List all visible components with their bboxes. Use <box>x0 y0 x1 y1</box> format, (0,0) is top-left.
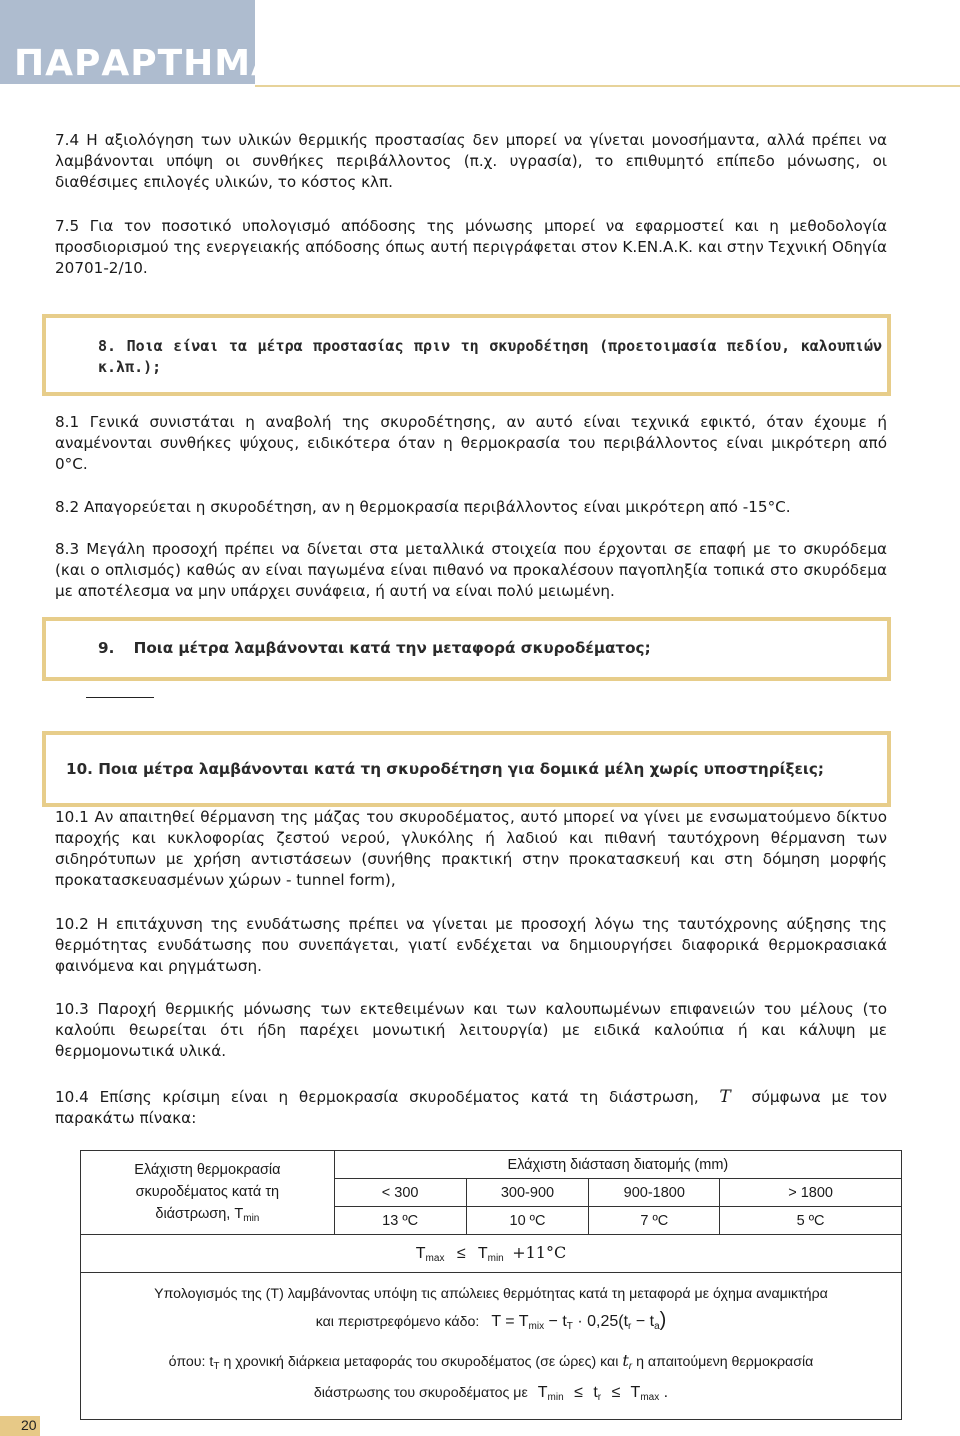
para-text: σύμφωνα με τον παρακάτω πίνακα: <box>55 1088 888 1127</box>
para-text: Γενικά συνιστάται η αναβολή της σκυροδέτησης, αν αυτό είναι τεχνικά εφικτό, όταν έχουμε ή αναμένονται συνθήκες ψύχους, ειδικότερα όταν η θερμοκρασία του περιβάλλοντος είναι μικρότερη από 0°C. <box>55 413 888 473</box>
question-number: 9. <box>98 639 115 657</box>
min-temperature-table <box>80 1150 902 1420</box>
para-number: 7.4 <box>55 131 80 149</box>
page-number: 20 <box>21 1417 37 1433</box>
paragraph-8-2 <box>55 497 887 518</box>
para-number: 8.1 <box>55 413 80 431</box>
short-divider <box>86 697 154 698</box>
column-header: 300-900 <box>466 1179 589 1207</box>
calc-line: Υπολογισμός της (Τ) λαμβάνοντας υπόψη τις απώλειες θερμότητας κατά τη μεταφορά με όχημα αναμικτήρα <box>154 1286 828 1302</box>
para-text: Για τον ποσοτικό υπολογισμό απόδοσης της μόνωσης μπορεί να εφαρμοστεί και η μεθοδολογία προσδιορισμού της ενεργειακής απόδοσης όπως αυτή περιγράφεται στον Κ.ΕΝ.Α.Κ. και στην Τεχνική Οδηγία 20701-2/10. <box>55 217 887 277</box>
where-line: όπου: $t_T$ η χρονική διάρκεια μεταφοράς του σκυροδέματος (σε ώρες) και $t_r$ η απαιτούμενη θερμοκρασία <box>168 1351 814 1372</box>
table-cell: 13 ºC <box>334 1207 466 1235</box>
question-number: 8. <box>98 337 117 355</box>
paragraph-10-1 <box>55 807 887 891</box>
question-9 <box>98 638 882 659</box>
para-number: 8.3 <box>55 540 80 558</box>
question-8 <box>98 336 882 378</box>
paragraph-8-1 <box>55 412 887 475</box>
paragraph-10-2 <box>55 914 887 977</box>
header-rule <box>255 85 960 87</box>
column-group-header: Ελάχιστη διάσταση διατομής (mm) <box>334 1151 901 1179</box>
variable-T: T <box>719 1087 731 1107</box>
paragraph-10-3 <box>55 999 887 1062</box>
row-label-line: σκυροδέματος κατά τη <box>135 1184 280 1200</box>
para-text: Επίσης κρίσιμη είναι η θερμοκρασία σκυροδέματος κατά τη διάστρωση, <box>99 1088 699 1106</box>
tmax-formula-row: $T_{max} \le T_{min} +11^\circ C$ <box>81 1235 902 1273</box>
where-line: διάστρωσης του σκυροδέματος με $T_{min} \le t_r \le T_{max}$ . <box>313 1384 669 1403</box>
paragraph-7-4 <box>55 130 887 193</box>
column-header: 900-1800 <box>589 1179 720 1207</box>
para-text: Μεγάλη προσοχή πρέπει να δίνεται στα μεταλλικά στοιχεία που έρχονται σε επαφή με το σκυρόδεμα (και ο οπλισμός) καθώς αν είναι παγωμένα είναι πιθανό να προκαλέσουν παγοπληξία τοπικά στο σκυρόδεμα με αποτέλεσμα να μην υπάρχει συνάφεια, ή αυτή να είναι πολύ μειωμένη. <box>55 540 887 600</box>
row-label-cell <box>81 1151 335 1235</box>
para-number: 10.2 <box>55 915 89 933</box>
para-number: 8.2 <box>55 498 80 516</box>
para-text: Η επιτάχυνση της ενυδάτωσης πρέπει να γίνεται με προσοχή λόγω της ταυτόχρονης αύξησης της θερμότητας ενυδάτωσης που συνεπάγεται, γιατί ενδέχεται να δημιουργήσει διαφορικά θερμοκρασιακά φαινόμενα και ρηγμάτωση. <box>55 915 888 975</box>
para-number: 7.5 <box>55 217 80 235</box>
para-text: Παροχή θερμικής μόνωσης των εκτεθειμένων και των καλουπωμένων επιφανειών του μέλους (το καλούπι θεωρείται ότι ήδη παρέχει μονωτική λειτουργία) με ειδικά καλούπια ή και κάλυψη με θερμομονωτικά υλικά. <box>55 1000 887 1060</box>
para-text: Η αξιολόγηση των υλικών θερμικής προστασίας δεν μπορεί να γίνεται μονοσήμαντα, αλλά πρέπει να λαμβάνονται υπόψη οι συνθήκες περιβάλλοντος (π.χ. υγρασία), το επιθυμητό επίπεδο μόνωσης, οι διαθέσιμες επιλογές υλικών, το κόστος κλπ. <box>55 131 887 191</box>
row-label-line: Ελάχιστη θερμοκρασία <box>134 1162 281 1178</box>
para-number: 10.1 <box>55 808 89 826</box>
question-text: Ποια είναι τα μέτρα προστασίας πριν τη σκυροδέτηση (προετοιμασία πεδίου, καλουπιών κ.λπ.); <box>98 337 883 376</box>
question-text: 10. Ποια μέτρα λαμβάνονται κατά τη σκυροδέτηση για δομικά μέλη χωρίς υποστηρίξεις; <box>66 760 824 778</box>
table-cell: 7 ºC <box>589 1207 720 1235</box>
column-header: < 300 <box>334 1179 466 1207</box>
calc-line: και περιστρεφόμενο κάδο: $T = T_{mix} - t_T \cdot 0,25(t_r - t_a)$ <box>315 1309 667 1332</box>
row-label-line: διάστρωση, $T_{min}$ <box>155 1206 260 1224</box>
para-number: 10.4 <box>55 1088 89 1106</box>
para-text: Απαγορεύεται η σκυροδέτηση, αν η θερμοκρασία περιβάλλοντος είναι μικρότερη από -15°C. <box>83 498 791 516</box>
calc-formula: $T = T_{mix} - t_T \cdot 0,25(t_r - t_a)$ <box>491 1309 667 1332</box>
question-text: Ποια μέτρα λαμβάνονται κατά την μεταφορά σκυροδέματος; <box>133 639 651 657</box>
paragraph-8-3 <box>55 539 887 602</box>
question-10 <box>66 759 882 780</box>
paragraph-10-4 <box>55 1087 887 1129</box>
page-title: ΠΑΡΑΡΤΗΜΑ <box>14 43 280 84</box>
table-cell: 5 ºC <box>720 1207 902 1235</box>
para-number: 10.3 <box>55 1000 89 1018</box>
calculation-note <box>81 1273 902 1420</box>
column-header: > 1800 <box>720 1179 902 1207</box>
paragraph-7-5 <box>55 216 887 279</box>
table-cell: 10 ºC <box>466 1207 589 1235</box>
para-text: Αν απαιτηθεί θέρμανση της μάζας του σκυροδέματος, αυτό μπορεί να γίνει με ενσωματούμενο δίκτυο παροχής και κυκλοφορίας ζεστού νερού, γλυκόλης ή λαδιού και πιθανή ταυτόχρονη θέρμανση των σιδηρότυπων με χρήση αντιστάσεων (συνήθης πρακτική στην προκατασκευή και στη δόμηση μορφής προκατασκευασμένων χώρων - tunnel form), <box>55 808 888 889</box>
